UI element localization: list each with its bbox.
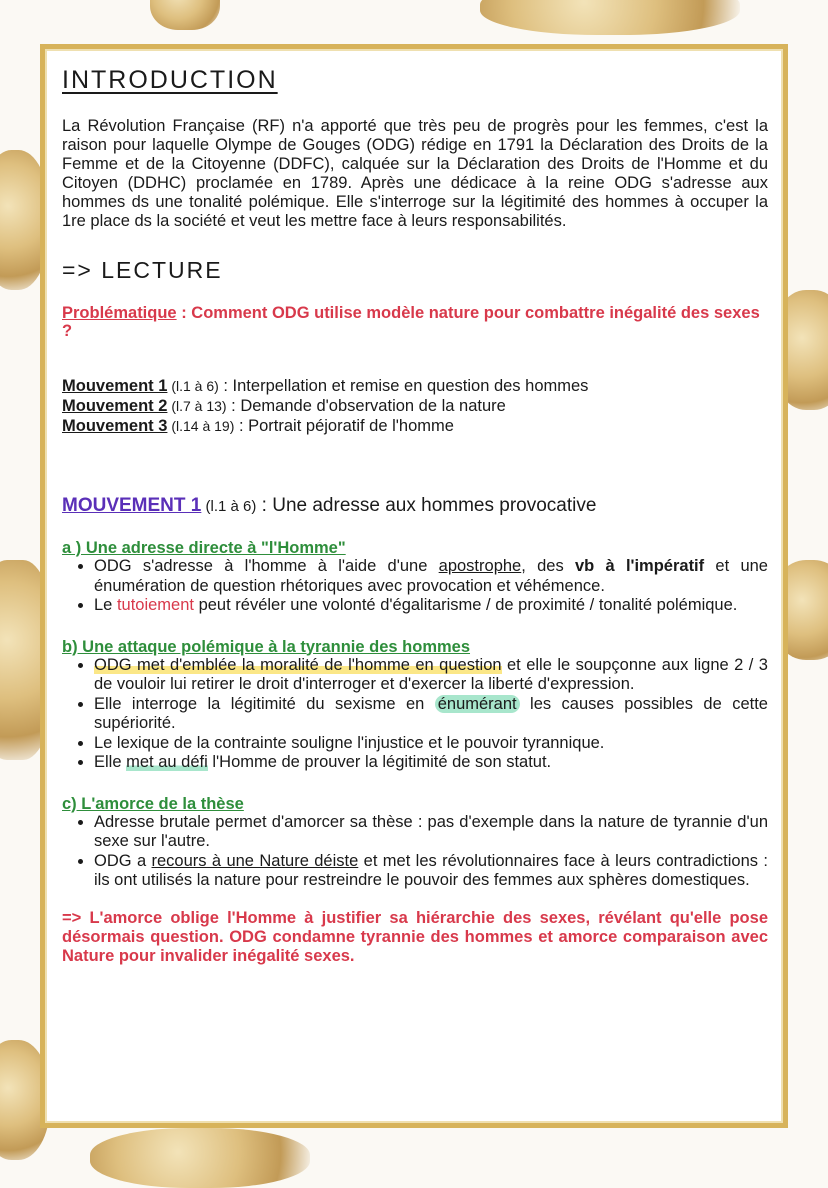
mouvement-line xyxy=(62,376,768,396)
mouvement-lines: (l.1 à 6) xyxy=(167,378,219,394)
gold-leaf-decoration xyxy=(150,0,220,30)
conclusion: => L'amorce oblige l'Homme à justifier sa hiérarchie des sexes, révélant qu'elle pose désormais question. ODG condamne tyrannie des hommes et amorce comparaison avec Nature pour invalider inégalité sexes. xyxy=(62,908,768,965)
mouvement-desc: : Demande d'observation de la nature xyxy=(226,397,506,415)
gold-leaf-decoration xyxy=(90,1128,310,1188)
mouvement1-desc: : Une adresse aux hommes provocative xyxy=(256,495,597,516)
mouvement1-heading xyxy=(62,496,768,517)
mouvement-label: Mouvement 2 xyxy=(62,397,168,415)
mouvement-label: Mouvement 1 xyxy=(62,377,168,395)
mouvement1-lines: (l.1 à 6) xyxy=(201,498,257,515)
problematique-label: Problématique xyxy=(62,304,177,322)
list-item: • ODG s'adresse à l'homme à l'aide d'une apostrophe, des vb à l'impératif et une énumération de question rhétoriques avec provocation et véhémence. xyxy=(94,557,768,596)
mouvement-desc: : Interpellation et remise en question des hommes xyxy=(218,377,589,395)
section-b-title: b) Une attaque polémique à la tyrannie des hommes xyxy=(62,637,471,656)
list-item: • ODG met d'emblée la moralité de l'homme en question et elle le soupçonne aux ligne 2 / 3 de vouloir lui retirer le droit d'interroger et d'exercer la liberté d'expression. xyxy=(94,656,768,695)
problematique xyxy=(62,304,768,340)
section-c-title: c) L'amorce de la thèse xyxy=(62,794,244,813)
list-item: • Adresse brutale permet d'amorcer sa thèse : pas d'exemple dans la nature de tyrannie d'un sexe sur l'autre. xyxy=(94,813,768,852)
intro-text: La Révolution Française (RF) n'a apporté que très peu de progrès pour les femmes, c'est la raison pour laquelle Olympe de Gouges (ODG) rédige en 1791 la Déclaration des Droits de la Femme et de la Citoyenne (DDFC), calquée sur la Déclaration des Droits de l'Homme et du Citoyen (DDHC) proclamée en 1789. Après une dédicace à la reine ODG s'adresse aux hommes ds une tonalité polémique. Elle s'interroge sur la légitimité des hommes à occuper la 1re place ds la société et veut les mettre face à leurs responsabilités. xyxy=(62,117,768,230)
mouvement-line xyxy=(62,416,768,436)
list-item: • Elle interroge la légitimité du sexisme en énumérant les causes possibles de cette supériorité. xyxy=(94,695,768,734)
document-content xyxy=(62,66,768,966)
section-c-list xyxy=(62,813,768,891)
section-b-list xyxy=(62,656,768,773)
problematique-text: : Comment ODG utilise modèle nature pour combattre inégalité des sexes ? xyxy=(62,304,760,340)
mouvement-label: Mouvement 3 xyxy=(62,417,168,435)
list-item: • Elle met au défi l'Homme de prouver la légitimité de son statut. xyxy=(94,753,768,773)
list-item: • Le tutoiement peut révéler une volonté d'égalitarisme / de proximité / tonalité polémique. xyxy=(94,596,768,616)
list-item: • ODG a recours à une Nature déiste et met les révolutionnaires face à leurs contradictions : ils ont utilisés la nature pour restreindre le pouvoir des femmes aux sphères domestiques. xyxy=(94,852,768,891)
mouvement-desc: : Portrait péjoratif de l'homme xyxy=(234,417,454,435)
section-a-title: a ) Une adresse directe à "l'Homme" xyxy=(62,539,346,557)
lecture-heading: => LECTURE xyxy=(62,257,223,283)
mouvement-lines: (l.14 à 19) xyxy=(167,418,235,434)
mouvement1-label: MOUVEMENT 1 xyxy=(62,495,202,516)
section-a-list xyxy=(62,557,768,616)
list-item: • Le lexique de la contrainte souligne l'injustice et le pouvoir tyrannique. xyxy=(94,734,768,754)
mouvement-line xyxy=(62,396,768,416)
intro-title: INTRODUCTION xyxy=(62,66,278,94)
mouvement-lines: (l.7 à 13) xyxy=(167,398,227,414)
gold-leaf-decoration xyxy=(480,0,740,35)
